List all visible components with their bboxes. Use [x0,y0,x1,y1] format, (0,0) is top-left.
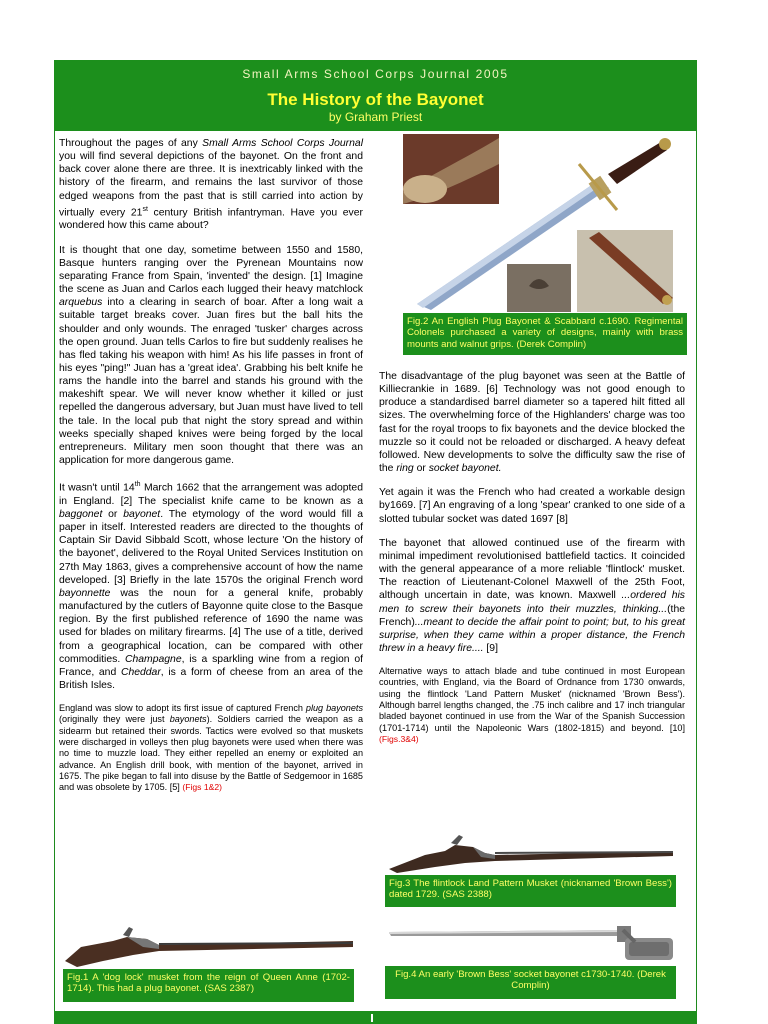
figure-reference: (Figs.3&4) [379,733,419,744]
paragraph: Throughout the pages of any Small Arms School Corps Journal you will find several depictions of the bayonet. On the front and back cover alone there are three. It is inextricably linked with the history of the firearm, and remains the last survivor of those edged weapons from the past that is still carried into action by virtually every 21st century British infantryman. Have you ever wondered how this came about? [59,138,364,232]
paragraph: The disadvantage of the plug bayonet was seen at the Battle of Killiecrankie in 1689. [6] Technology was not good enough to produce a standardised barrel diameter so a tapered hilt fitted all sizes. The overwhelming force of the Highlanders' charge was too fast for the royal troops to fix bayonets and the device blocked the muzzle so it could not be reloaded or discharged. A heavy defeat followed. New developments to solve the difficulty saw the rise of the ring or socket bayonet. [379,371,685,475]
figure-reference: (Figs 1&2) [182,782,223,793]
byline: by Graham Priest [328,110,423,124]
fig2-bayonet-photo [403,134,687,312]
paragraph: It is thought that one day, sometime between 1550 and 1580, Basque hunters ranging over the Pyrenean Mountains now separating France from Spain, 'invented' the design. [1] Imagine the scene as Juan and Carlos each lugged their heavy matchlock arquebus into a clearing in search of boar. After a long wait a suitable target breaks cover. Juan fires but the ball hits the shoulder and only wounds. The enraged 'tusker' charges across the open ground. Juan tells Carlos to fire but suddenly realises he has fled taking his weapon with him! As his life passes in front of his eyes "ping!" Juan has a 'great idea'. Grabbing his belt knife he rams the handle into the barrel and stands his ground with the makeshift spear. We will never know whether it killed or just repelled the dangerous adversary, but Juan must have lived to tell the tale. In the local pub that night the story spread and within weeks specially shaped knives were being forged by the local entrepreneurs. Military men soon thought that there was an application for more dangerous game. [59,244,364,467]
fig4-bayonet-photo [385,918,676,965]
journal-title: Small Arms School Corps Journal 2005 [242,67,509,81]
paragraph: Yet again it was the French who had created a workable design by1669. [7] An engraving of a long 'spear' cranked to one side of a slotted tubular socket was dated 1697 [8] [379,487,685,525]
left-column [59,137,363,805]
right-column [379,370,685,756]
footer-bar [54,1011,697,1024]
paragraph: England was slow to adopt its first issue of captured French plug bayonets (originally they were just bayonets). Soldiers carried the weapon as a sidearm but retained their swords. Tactics were evolved so that muskets were discharged in volleys then plug bayonets were used when there was no time to muzzle load. They either repelled an enemy or exploited an advance. An English drill book, with mention of the bayonet, arrived in 1675. The pike began to fall into disuse by the Battle of Sedgemoor in 1685 and was obsolete by 1705. [5] (Figs 1&2) [59,703,364,793]
paragraph: The bayonet that allowed continued use of the firearm with minimal impediment revolutionised battlefield tactics. It coincided with the general appearance of a more reliable 'flintlock' musket. The reaction of Lieutenant-Colonel Maxwell of the 25th Foot, although uncertain in date, was known. Maxwell ...ordered his men to screw their bayonets into their muzzles, thinking...(the French)...meant to decide the affair point to point; but, to his great surprise, when they came within a proper distance, the French threw in a heavy fire.... [9] [379,537,685,654]
paragraph: Alternative ways to attach blade and tube continued in most European countries, with England, via the Board of Ordnance from 1730 onwards, using the flintlock 'Land Pattern Musket' (nicknamed 'Brown Bess'). Although barrel lengths changed, the .75 inch calibre and 17 inch triangular bladed bayonet continued in use from the War of the Spanish Succession (1701-1714) until the Napoleonic Wars (1802-1815) and beyond. [10] (Figs.3&4) [379,666,685,744]
article-header [54,60,697,131]
fig3-musket-photo [385,823,676,873]
fig1-musket-photo [63,921,354,969]
footer-page-mark [371,1014,373,1022]
fig2-caption: Fig.2 An English Plug Bayonet & Scabbard c.1690. Regimental Colonels purchased a variety of designs, mainly with brass mounts and walnut grips. (Derek Complin) [403,313,687,355]
fig1-caption: Fig.1 A 'dog lock' musket from the reign of Queen Anne (1702-1714). This had a plug bayonet. (SAS 2387) [63,969,354,1002]
paragraph: It wasn't until 14th March 1662 that the arrangement was adopted in England. [2] The specialist knife came to be known as a baggonet or bayonet. The etymology of the word would fill a paper in itself. Interested readers are directed to the thoughts of Captain Sir David Sibbald Scott, whose lecture 'On the history of the bayonet', delivered to the Royal United Services Institution on 27th May 1863, gives a comprehensive account of how the name developed. [3] Briefly in the late 1570s the original French word bayonnette was the noun for a general knife, probably manufactured by the cutlers of Bayonne quite close to the Basque region. By the first published reference of 1690 the name was used for blades on military firearms. [4] The use of a title, derived from a geographical location, can be compared with other commodities. Champagne, is a sparkling wine from a region of France, and Cheddar, is a form of cheese from an area of the British Isles. [59,481,364,692]
article-title: The History of the Bayonet [267,90,484,109]
fig4-caption: Fig.4 An early 'Brown Bess' socket bayonet c1730-1740. (Derek Complin) [385,966,676,999]
fig3-caption: Fig.3 The flintlock Land Pattern Musket (nicknamed 'Brown Bess') dated 1729. (SAS 2388) [385,875,676,907]
